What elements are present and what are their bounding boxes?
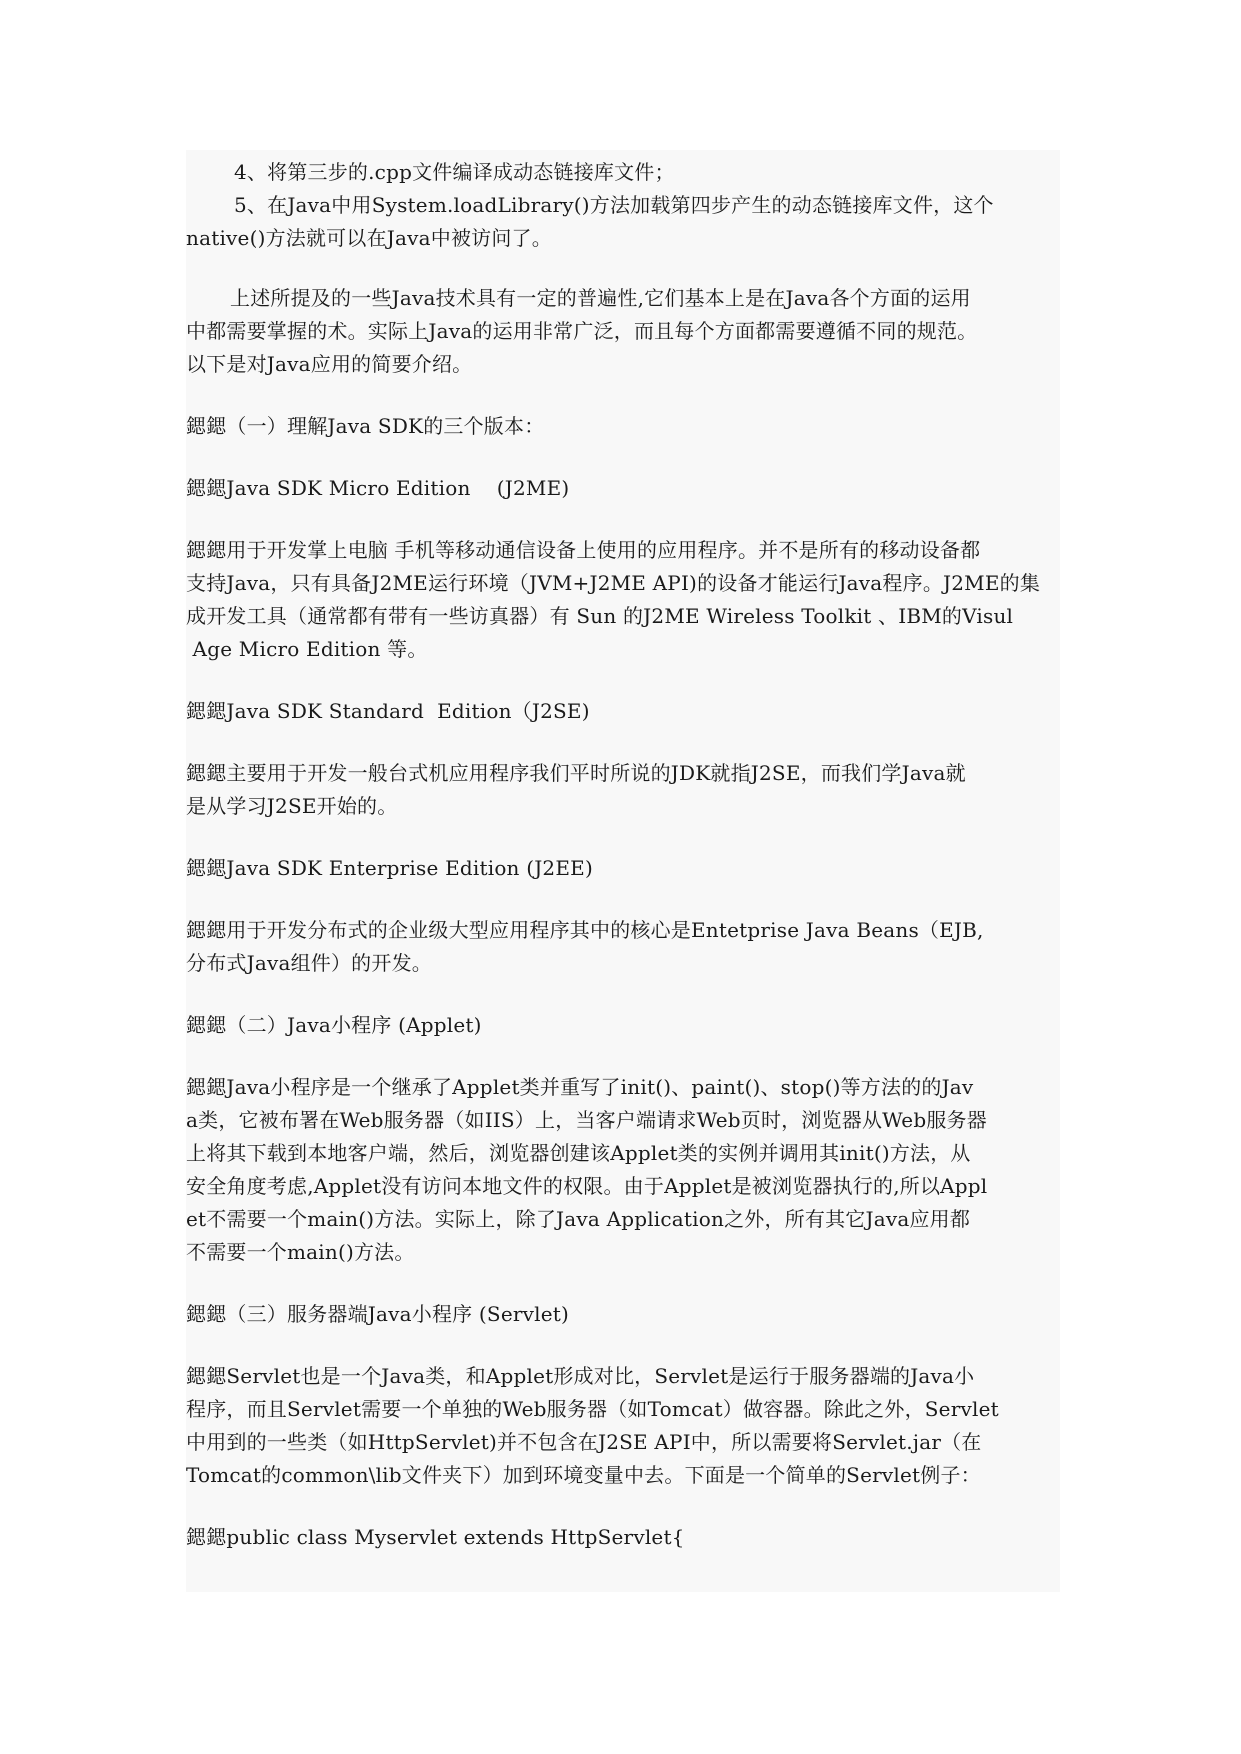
j2me-paragraph-line-3: 成开发工具（通常都有带有一些访真器）有 Sun 的J2ME Wireless Toolkit 、IBM的Visul — [186, 604, 1014, 628]
servlet-code-line: 鍶鍶public class Myservlet extends HttpServlet{ — [186, 1525, 685, 1549]
intro-paragraph-line-2: 中都需要掌握的术。实际上Java的运用非常广泛，而且每个方面都需要遵循不同的规范。 — [186, 319, 978, 343]
j2me-paragraph-line-2: 支持Java，只有具备J2ME运行环境（JVM+J2ME API)的设备才能运行Java程序。J2ME的集 — [186, 571, 1041, 595]
applet-paragraph-line-4: 安全角度考虑,Applet没有访问本地文件的权限。由于Applet是被浏览器执行的,所以Appl — [186, 1174, 988, 1198]
section-1-heading: 鍶鍶（一）理解Java SDK的三个版本： — [186, 414, 545, 438]
applet-paragraph-line-5: et不需要一个main()方法。实际上，除了Java Application之外，所有其它Java应用都 — [186, 1207, 971, 1231]
j2se-paragraph-line-1: 鍶鍶主要用于开发一般台式机应用程序我们平时所说的JDK就指J2SE，而我们学Java就 — [186, 761, 966, 785]
j2ee-heading: 鍶鍶Java SDK Enterprise Edition (J2EE) — [186, 856, 593, 880]
j2me-heading: 鍶鍶Java SDK Micro Edition (J2ME) — [186, 476, 570, 500]
j2se-heading: 鍶鍶Java SDK Standard Edition（J2SE) — [186, 699, 590, 723]
applet-paragraph-line-6: 不需要一个main()方法。 — [186, 1240, 415, 1264]
servlet-paragraph-line-1: 鍶鍶Servlet也是一个Java类，和Applet形成对比，Servlet是运行于服务器端的Java小 — [186, 1364, 975, 1388]
j2me-paragraph-line-4: Age Micro Edition 等。 — [186, 637, 428, 661]
j2ee-paragraph-line-1: 鍶鍶用于开发分布式的企业级大型应用程序其中的核心是Entetprise Java Beans（EJB, — [186, 918, 984, 942]
applet-paragraph-line-2: a类，它被布署在Web服务器（如IIS）上，当客户端请求Web页时，浏览器从Web服务器 — [186, 1108, 987, 1132]
servlet-paragraph-line-4: Tomcat的common\lib文件夹下）加到环境变量中去。下面是一个简单的Servlet例子： — [186, 1463, 981, 1487]
section-2-heading: 鍶鍶（二）Java小程序 (Applet) — [186, 1013, 482, 1037]
servlet-paragraph-line-3: 中用到的一些类（如HttpServlet)并不包含在J2SE API中，所以需要将Servlet.jar（在 — [186, 1430, 982, 1454]
servlet-paragraph-line-2: 程序，而且Servlet需要一个单独的Web服务器（如Tomcat）做容器。除此之外，Servlet — [186, 1397, 999, 1421]
step-5-continuation: native()方法就可以在Java中被访问了。 — [186, 226, 552, 250]
j2me-paragraph-line-1: 鍶鍶用于开发掌上电脑 手机等移动通信设备上使用的应用程序。并不是所有的移动设备都 — [186, 538, 981, 562]
applet-paragraph-line-1: 鍶鍶Java小程序是一个继承了Applet类并重写了init()、paint()、stop()等方法的的Jav — [186, 1075, 974, 1099]
document-page — [186, 150, 1060, 1592]
j2ee-paragraph-line-2: 分布式Java组件）的开发。 — [186, 951, 432, 975]
intro-paragraph-line-1: 上述所提及的一些Java技术具有一定的普遍性,它们基本上是在Java各个方面的运用 — [230, 286, 971, 310]
applet-paragraph-line-3: 上将其下载到本地客户端，然后，浏览器创建该Applet类的实例并调用其init()方法，从 — [186, 1141, 971, 1165]
step-4-line: 4、将第三步的.cpp文件编译成动态链接库文件； — [234, 160, 675, 184]
intro-paragraph-line-3: 以下是对Java应用的简要介绍。 — [186, 352, 473, 376]
j2se-paragraph-line-2: 是从学习J2SE开始的。 — [186, 794, 398, 818]
section-3-heading: 鍶鍶（三）服务器端Java小程序 (Servlet) — [186, 1302, 569, 1326]
step-5-line: 5、在Java中用System.loadLibrary()方法加载第四步产生的动态链接库文件，这个 — [234, 193, 994, 217]
